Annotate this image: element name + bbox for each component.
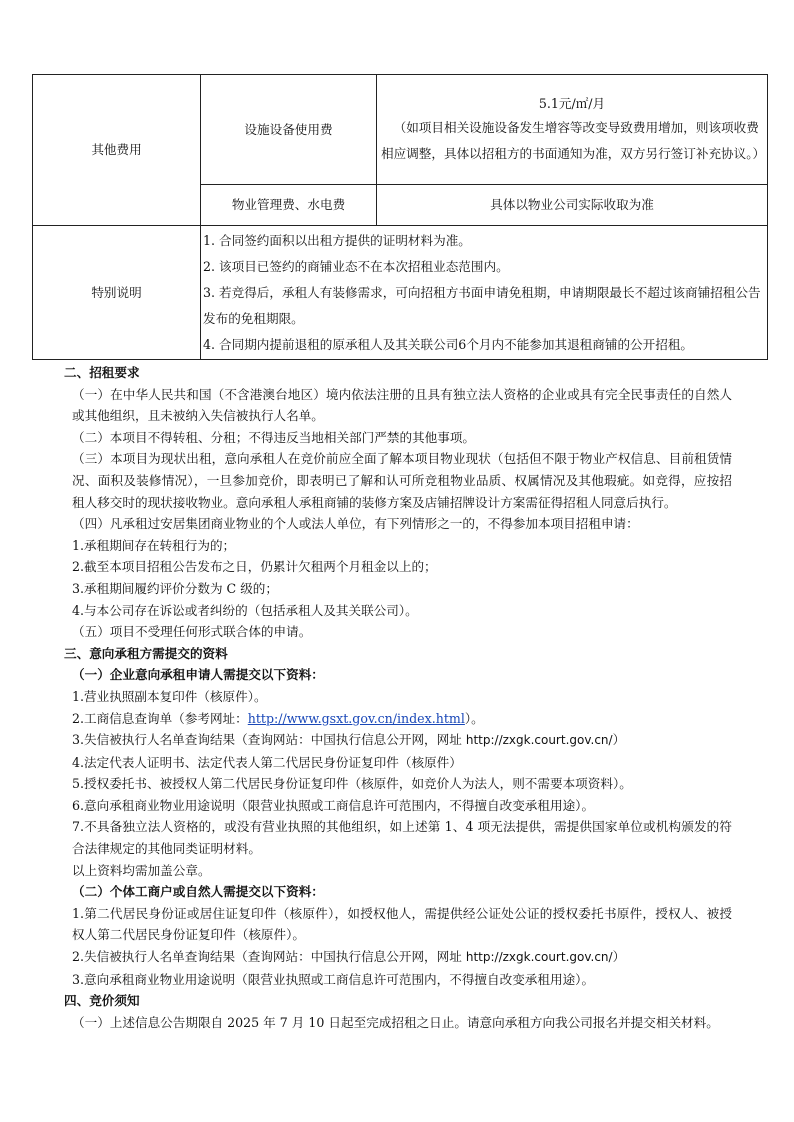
s3-subtitle-enterprise: （一）企业意向承租申请人需提交以下资料： bbox=[72, 667, 324, 683]
s2-item-3: （三）本项目为现状出租，意向承租人在竞价前应全面了解本项目物业现状（包括但不限于物业产权信息、目前租赁情况、面积及装修情况），一旦参加竞价，即表明已了解和认可所竞租物业品质、权属情况及其他瑕疵。如竞得，应按招租人移交时的现状接收物业。意向承租人承租商铺的装修方案及店铺招牌设计方案需征得招租人同意后执行。 bbox=[72, 451, 732, 510]
s3-doc-note: 以上资料均需加盖公章。 bbox=[72, 862, 211, 878]
s3-doc-item: 3.意向承租商业物业用途说明（限营业执照或工商信息许可范围内，不得擅自改变承租用途）。 bbox=[72, 971, 595, 987]
s3-doc-item: 1.第二代居民身份证或居住证复印件（核原件），如授权他人，需提供经公证处公证的授权委托书原件，授权人、被授权人第二代居民身份证复印件（核原件）。 bbox=[72, 905, 732, 943]
s3-doc-item: 6.意向承租商业物业用途说明（限营业执照或工商信息许可范围内，不得擅自改变承租用途）。 bbox=[72, 797, 595, 813]
gsxt-link[interactable]: http://www.gsxt.gov.cn/index.html bbox=[247, 710, 465, 726]
section-2-title: 二、招租要求 bbox=[64, 365, 140, 380]
special-notes-cell bbox=[201, 226, 768, 360]
s2-item-5: （五）项目不受理任何形式联合体的申请。 bbox=[72, 624, 312, 640]
s3-doc-item bbox=[72, 729, 732, 752]
s2-item-1: （一）在中华人民共和国（不含港澳台地区）境内依法注册的且具有独立法人资格的企业或具有完全民事责任的自然人或其他组织，且未被纳入失信被执行人名单。 bbox=[72, 386, 732, 424]
s3-doc-text: ）。 bbox=[464, 710, 484, 726]
s3-doc-item bbox=[72, 708, 732, 730]
other-fees-label: 其他费用 bbox=[33, 75, 201, 226]
s3-doc-item: 1.营业执照副本复印件（核原件）。 bbox=[72, 688, 267, 704]
court-url: http://zxgk.court.gov.cn/ bbox=[465, 733, 613, 748]
special-note-item: 1. 合同签约面积以出租方提供的证明材料为准。 bbox=[203, 232, 471, 248]
facility-fee-cell bbox=[377, 75, 768, 185]
s3-doc-item: 4.法定代表人证明书、法定代表人第二代居民身份证复印件（核原件） bbox=[72, 754, 462, 770]
s2-list-item: 3.承租期间履约评价分数为 C 级的； bbox=[72, 580, 278, 596]
facility-fee-note: （如项目相关设施设备发生增容等改变导致费用增加，则该项收费相应调整，具体以招租方的书面通知为准，双方另行签订补充协议。） bbox=[381, 119, 766, 161]
s2-item-2: （二）本项目不得转租、分租；不得违反当地相关部门严禁的其他事项。 bbox=[72, 429, 475, 445]
s3-subtitle-individual: （二）个体工商户或自然人需提交以下资料： bbox=[72, 884, 324, 900]
special-notes-label: 特别说明 bbox=[33, 226, 201, 360]
s3-doc-item bbox=[72, 946, 732, 969]
s3-doc-item: 7.不具备独立法人资格的，或没有营业执照的其他组织，如上述第 1、4 项无法提供，需提供国家单位或机构颁发的符合法律规定的其他同类证明材料。 bbox=[72, 819, 732, 857]
section-4-title: 四、竞价须知 bbox=[64, 993, 140, 1009]
facility-fee-name: 设施设备使用费 bbox=[201, 75, 377, 185]
s3-doc-text: 2.失信被执行人名单查询结果（查询网站：中国执行信息公开网，网址 bbox=[72, 949, 466, 965]
s3-doc-text: ） bbox=[612, 949, 626, 965]
s3-doc-text: ） bbox=[612, 732, 626, 748]
special-note-item: 4. 合同期内提前退租的原承租人及其关联公司6个月内不能参加其退租商铺的公开招租。 bbox=[203, 336, 694, 352]
terms-table bbox=[32, 74, 768, 360]
court-url: http://zxgk.court.gov.cn/ bbox=[465, 950, 613, 965]
s2-list-item: 1.承租期间存在转租行为的； bbox=[72, 537, 236, 553]
s2-list-item: 2.截至本项目招租公告发布之日，仍累计欠租两个月租金以上的； bbox=[72, 559, 437, 575]
property-fee-name: 物业管理费、水电费 bbox=[201, 185, 377, 226]
s3-doc-text: 3.失信被执行人名单查询结果（查询网站：中国执行信息公开网，网址 bbox=[72, 732, 466, 748]
special-note-item: 3. 若竞得后，承租人有装修需求，可向招租方书面申请免租期，申请期限最长不超过该商铺招租公告发布的免租期限。 bbox=[203, 284, 761, 326]
s3-doc-item: 5.授权委托书、被授权人第二代居民身份证复印件（核原件，如竞价人为法人，则不需要本项资料）。 bbox=[72, 776, 632, 792]
s3-doc-text: 2.工商信息查询单（参考网址： bbox=[72, 710, 248, 726]
s2-item-4: （四）凡承租过安居集团商业物业的个人或法人单位，有下列情形之一的，不得参加本项目招租申请： bbox=[72, 516, 639, 532]
facility-fee-price: 5.1元/㎡/月 bbox=[538, 95, 606, 111]
property-fee-value: 具体以物业公司实际收取为准 bbox=[377, 185, 768, 226]
special-note-item: 2. 该项目已签约的商铺业态不在本次招租业态范围内。 bbox=[203, 258, 509, 274]
s2-list-item: 4.与本公司存在诉讼或者纠纷的（包括承租人及其关联公司）。 bbox=[72, 602, 418, 618]
section-3-title: 三、意向承租方需提交的资料 bbox=[64, 645, 228, 661]
body-text bbox=[64, 362, 732, 1033]
s4-item-1: （一）上述信息公告期限自 2025 年 7 月 10 日起至完成招租之日止。请意向承租方向我公司报名并提交相关材料。 bbox=[72, 1014, 719, 1030]
